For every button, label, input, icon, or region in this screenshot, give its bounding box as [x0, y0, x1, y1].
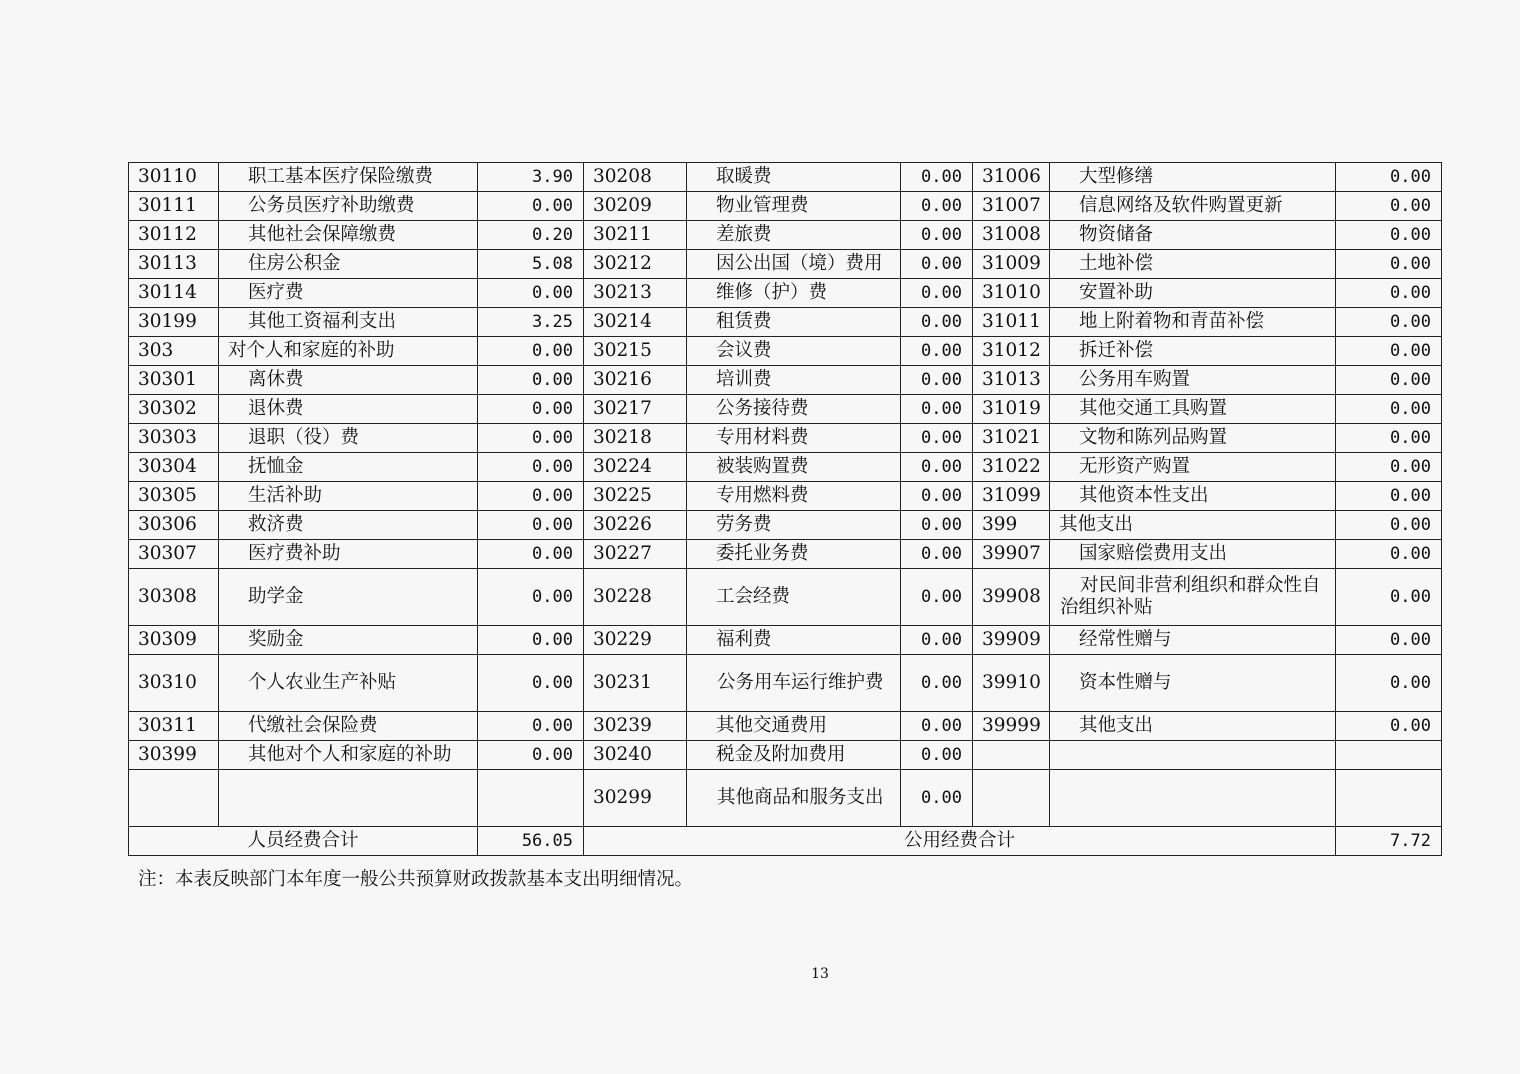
item-name: 助学金: [219, 569, 478, 626]
item-name: 公务接待费: [687, 395, 901, 424]
item-name: 对个人和家庭的补助: [219, 337, 478, 366]
item-code: 31099: [973, 482, 1050, 511]
item-name: 专用燃料费: [687, 482, 901, 511]
item-code: 30302: [129, 395, 219, 424]
item-name: 地上附着物和青苗补偿: [1050, 308, 1336, 337]
item-name: 大型修缮: [1050, 163, 1336, 192]
item-code: 39907: [973, 540, 1050, 569]
item-code: 303: [129, 337, 219, 366]
item-amount: 0.00: [1336, 540, 1442, 569]
item-code: [129, 770, 219, 827]
item-name: 职工基本医疗保险缴费: [219, 163, 478, 192]
item-amount: 0.00: [1336, 626, 1442, 655]
item-amount: 0.00: [901, 395, 973, 424]
item-amount: 0.00: [901, 453, 973, 482]
item-amount: 0.00: [1336, 192, 1442, 221]
item-name: 差旅费: [687, 221, 901, 250]
item-name: [219, 770, 478, 827]
table-row: [129, 569, 1442, 626]
item-name: 生活补助: [219, 482, 478, 511]
item-amount: 0.00: [901, 741, 973, 770]
item-code: 30308: [129, 569, 219, 626]
item-amount: 0.00: [901, 655, 973, 712]
item-amount: [1336, 770, 1442, 827]
item-amount: 0.00: [1336, 712, 1442, 741]
table-note: 注：本表反映部门本年度一般公共预算财政拨款基本支出明细情况。: [138, 869, 694, 890]
item-name: 租赁费: [687, 308, 901, 337]
item-name: 代缴社会保险费: [219, 712, 478, 741]
item-amount: 0.00: [901, 308, 973, 337]
item-name: 被装购置费: [687, 453, 901, 482]
item-code: 30113: [129, 250, 219, 279]
item-code: 31009: [973, 250, 1050, 279]
item-code: 30212: [584, 250, 687, 279]
public-total-label: 公用经费合计: [584, 827, 1336, 856]
item-name: 税金及附加费用: [687, 741, 901, 770]
item-code: 30209: [584, 192, 687, 221]
table-row: [129, 540, 1442, 569]
item-name: 其他交通工具购置: [1050, 395, 1336, 424]
item-code: 30299: [584, 770, 687, 827]
item-amount: 0.00: [478, 424, 584, 453]
public-total-value: 7.72: [1336, 827, 1442, 856]
item-name: 拆迁补偿: [1050, 337, 1336, 366]
table-row: [129, 192, 1442, 221]
table-row: [129, 221, 1442, 250]
table-row: [129, 366, 1442, 395]
personnel-total-value: 56.05: [478, 827, 584, 856]
item-amount: 0.00: [901, 366, 973, 395]
item-code: 30301: [129, 366, 219, 395]
item-amount: 0.00: [478, 741, 584, 770]
item-name: 其他工资福利支出: [219, 308, 478, 337]
table-row: [129, 453, 1442, 482]
item-code: 30224: [584, 453, 687, 482]
table-row: [129, 626, 1442, 655]
item-name: 劳务费: [687, 511, 901, 540]
item-name: 取暖费: [687, 163, 901, 192]
item-code: 30240: [584, 741, 687, 770]
item-amount: 0.00: [478, 366, 584, 395]
item-code: 31012: [973, 337, 1050, 366]
item-code: 31022: [973, 453, 1050, 482]
item-code: 31007: [973, 192, 1050, 221]
item-name: 其他支出: [1050, 511, 1336, 540]
totals-row: [129, 827, 1442, 856]
item-code: 30215: [584, 337, 687, 366]
item-name: 个人农业生产补贴: [219, 655, 478, 712]
item-code: 31021: [973, 424, 1050, 453]
item-amount: 0.00: [901, 482, 973, 511]
item-code: [973, 770, 1050, 827]
item-amount: 0.00: [901, 337, 973, 366]
item-amount: 0.00: [478, 453, 584, 482]
item-name: 其他社会保障缴费: [219, 221, 478, 250]
item-code: 30213: [584, 279, 687, 308]
table-row: [129, 712, 1442, 741]
table-row: [129, 279, 1442, 308]
item-name: 奖励金: [219, 626, 478, 655]
item-code: 31010: [973, 279, 1050, 308]
item-name: 文物和陈列品购置: [1050, 424, 1336, 453]
item-code: 30306: [129, 511, 219, 540]
item-code: 30231: [584, 655, 687, 712]
table-row: [129, 741, 1442, 770]
item-name: 因公出国（境）费用: [687, 250, 901, 279]
table-row: [129, 337, 1442, 366]
item-code: 30218: [584, 424, 687, 453]
item-amount: 0.00: [478, 482, 584, 511]
item-code: 30303: [129, 424, 219, 453]
item-amount: 0.00: [1336, 337, 1442, 366]
page-number: 13: [811, 966, 829, 982]
item-amount: 0.00: [478, 540, 584, 569]
item-amount: 0.00: [901, 192, 973, 221]
item-amount: 0.00: [478, 712, 584, 741]
item-name: 离休费: [219, 366, 478, 395]
item-code: 31006: [973, 163, 1050, 192]
item-name: 公务用车运行维护费: [687, 655, 901, 712]
item-name: 福利费: [687, 626, 901, 655]
item-amount: 0.00: [478, 337, 584, 366]
item-amount: 0.00: [478, 569, 584, 626]
item-name: 退休费: [219, 395, 478, 424]
item-name: 其他支出: [1050, 712, 1336, 741]
item-name: 其他商品和服务支出: [687, 770, 901, 827]
item-code: 30112: [129, 221, 219, 250]
item-code: 30225: [584, 482, 687, 511]
item-amount: 0.00: [1336, 395, 1442, 424]
table-row: [129, 163, 1442, 192]
item-name: 工会经费: [687, 569, 901, 626]
item-code: 30309: [129, 626, 219, 655]
table-row: [129, 511, 1442, 540]
item-amount: 0.00: [901, 712, 973, 741]
item-amount: 5.08: [478, 250, 584, 279]
item-amount: 3.25: [478, 308, 584, 337]
personnel-total-label: 人员经费合计: [129, 827, 478, 856]
item-amount: 0.00: [901, 540, 973, 569]
item-name: 其他交通费用: [687, 712, 901, 741]
item-name: 会议费: [687, 337, 901, 366]
item-name: 经常性赠与: [1050, 626, 1336, 655]
item-name: 公务用车购置: [1050, 366, 1336, 395]
item-amount: 0.00: [901, 279, 973, 308]
item-amount: 0.20: [478, 221, 584, 250]
item-name: 信息网络及软件购置更新: [1050, 192, 1336, 221]
item-name: 其他对个人和家庭的补助: [219, 741, 478, 770]
item-code: [973, 741, 1050, 770]
item-code: 399: [973, 511, 1050, 540]
item-amount: 0.00: [1336, 366, 1442, 395]
item-name: 国家赔偿费用支出: [1050, 540, 1336, 569]
item-code: 30399: [129, 741, 219, 770]
item-code: 30114: [129, 279, 219, 308]
item-code: 30311: [129, 712, 219, 741]
item-code: 30228: [584, 569, 687, 626]
item-amount: 0.00: [478, 511, 584, 540]
item-code: 30307: [129, 540, 219, 569]
item-name: 住房公积金: [219, 250, 478, 279]
item-code: 39910: [973, 655, 1050, 712]
item-name: 抚恤金: [219, 453, 478, 482]
item-name: 公务员医疗补助缴费: [219, 192, 478, 221]
item-amount: 0.00: [901, 511, 973, 540]
item-amount: 0.00: [1336, 221, 1442, 250]
item-code: 30199: [129, 308, 219, 337]
item-amount: 0.00: [1336, 511, 1442, 540]
item-amount: 0.00: [901, 163, 973, 192]
item-code: 39999: [973, 712, 1050, 741]
item-amount: 0.00: [1336, 279, 1442, 308]
item-amount: 0.00: [901, 626, 973, 655]
item-code: 30304: [129, 453, 219, 482]
item-amount: 0.00: [478, 192, 584, 221]
table-row: [129, 655, 1442, 712]
table-row: [129, 770, 1442, 827]
item-name: 退职（役）费: [219, 424, 478, 453]
item-code: 30226: [584, 511, 687, 540]
item-name: 其他资本性支出: [1050, 482, 1336, 511]
budget-detail-table: [128, 162, 1442, 856]
item-code: 30217: [584, 395, 687, 424]
item-code: 30229: [584, 626, 687, 655]
item-code: 31019: [973, 395, 1050, 424]
item-amount: 0.00: [478, 626, 584, 655]
item-code: 31011: [973, 308, 1050, 337]
item-amount: 0.00: [1336, 453, 1442, 482]
item-code: 30305: [129, 482, 219, 511]
item-code: 30214: [584, 308, 687, 337]
item-amount: 0.00: [901, 221, 973, 250]
item-name: 救济费: [219, 511, 478, 540]
item-amount: 0.00: [901, 424, 973, 453]
item-amount: 0.00: [901, 250, 973, 279]
item-code: 30110: [129, 163, 219, 192]
item-code: 30310: [129, 655, 219, 712]
item-amount: 0.00: [1336, 569, 1442, 626]
item-amount: 0.00: [478, 655, 584, 712]
item-amount: [478, 770, 584, 827]
item-amount: 0.00: [1336, 482, 1442, 511]
item-amount: 0.00: [1336, 424, 1442, 453]
item-amount: 0.00: [901, 569, 973, 626]
item-code: 30216: [584, 366, 687, 395]
item-code: 39909: [973, 626, 1050, 655]
table-row: [129, 308, 1442, 337]
item-code: 39908: [973, 569, 1050, 626]
item-amount: 0.00: [478, 395, 584, 424]
item-amount: 0.00: [901, 770, 973, 827]
item-name: 专用材料费: [687, 424, 901, 453]
item-name: 资本性赠与: [1050, 655, 1336, 712]
item-name: 土地补偿: [1050, 250, 1336, 279]
item-amount: 0.00: [1336, 308, 1442, 337]
item-name: [1050, 770, 1336, 827]
table-row: [129, 250, 1442, 279]
item-name: 物业管理费: [687, 192, 901, 221]
item-name: 维修（护）费: [687, 279, 901, 308]
item-code: 30239: [584, 712, 687, 741]
item-code: 31013: [973, 366, 1050, 395]
item-code: 30111: [129, 192, 219, 221]
item-name: 委托业务费: [687, 540, 901, 569]
item-code: 30208: [584, 163, 687, 192]
item-code: 30211: [584, 221, 687, 250]
item-amount: [1336, 741, 1442, 770]
item-amount: 0.00: [1336, 250, 1442, 279]
item-name: 培训费: [687, 366, 901, 395]
item-name: 医疗费补助: [219, 540, 478, 569]
item-amount: 0.00: [1336, 655, 1442, 712]
item-name: 物资储备: [1050, 221, 1336, 250]
item-name: 安置补助: [1050, 279, 1336, 308]
table-row: [129, 395, 1442, 424]
item-code: 31008: [973, 221, 1050, 250]
table-row: [129, 424, 1442, 453]
item-name: 无形资产购置: [1050, 453, 1336, 482]
item-amount: 3.90: [478, 163, 584, 192]
item-amount: 0.00: [478, 279, 584, 308]
item-amount: 0.00: [1336, 163, 1442, 192]
item-name: 对民间非营利组织和群众性自治组织补贴: [1050, 569, 1336, 626]
item-name: 医疗费: [219, 279, 478, 308]
item-name: [1050, 741, 1336, 770]
item-code: 30227: [584, 540, 687, 569]
table-row: [129, 482, 1442, 511]
